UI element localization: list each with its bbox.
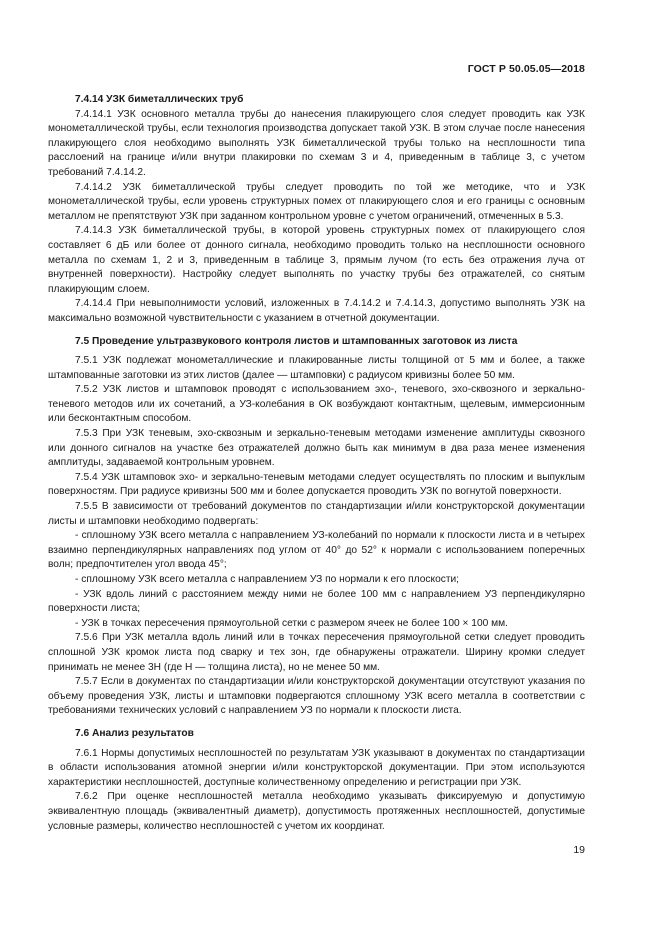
paragraph: 7.5.1 УЗК подлежат монометаллические и плакированные листы толщиной от 5 мм и более, а также штампованные заготовки из этих листов (далее — штамповки) с радиусом кривизны более 50 мм. (48, 355, 585, 381)
paragraph: 7.5.7 Если в документах по стандартизации и/или конструкторской документации отсутствуют указания по объему проведения УЗК, листы и штамповки подвергаются сплошному УЗК всего металла в соответствии с требованиями технических условий с направлением УЗ по нормали к плоскости листа. (48, 676, 585, 717)
paragraph: 7.4.14.1 УЗК основного металла трубы до нанесения плакирующего слоя следует проводить как УЗК монометаллической трубы, если технология производства допускает такой УЗК. В этом случае после нанесения плакирующего слоя необходимо выполнять УЗК биметаллической трубы только на несплошности типа расслоений на границе и/или внутри плакировки по схемам 3 и 4, приведенным в таблице 3, с учетом требований 7.4.14.2. (48, 108, 585, 178)
paragraph: 7.5.5 В зависимости от требований документов по стандартизации и/или конструкторской документации листы и штамповки необходимо подвергать: (48, 501, 585, 527)
page-number: 19 (573, 844, 585, 856)
paragraph: 7.4.14.2 УЗК биметаллической трубы следует проводить по той же методике, что и УЗК монометаллической трубы, если уровень структурных помех от плакирующего слоя и его границы с основным металлом не препятствуют УЗК при заданном контрольном уровне с учетом ограничений, отмеченных в 5.3. (48, 181, 585, 222)
paragraph: 7.5.4 УЗК штамповок эхо- и зеркально-теневым методами следует осуществлять по плоским и выпуклым поверхностям. При радиусе кривизны 500 мм и более допускается проводить УЗК по вогнутой поверхности. (48, 471, 585, 498)
paragraph: 7.6.1 Нормы допустимых несплошностей по результатам УЗК указывают в документах по стандартизации в области использования атомной энергии и/или конструкторской документации. При этом используются характеристики несплошностей, доступные количественному определению и регистрации при УЗК. (48, 747, 585, 788)
paragraph: 7.6.2 При оценке несплошностей металла необходимо указывать фиксируемую и допустимую эквивалентную площадь (эквивалентный диаметр), допустимость протяженных несплошностей, допустимые условные размеры, количество несплошностей с учетом их координат. (48, 791, 585, 832)
section-title: 7.4.14 УЗК биметаллических труб (75, 94, 244, 105)
document-code: ГОСТ Р 50.05.05—2018 (467, 63, 585, 75)
section-title: 7.5 Проведение ультразвукового контроля листов и штампованных заготовок из листа (75, 335, 518, 347)
list-item: - УЗК вдоль линий с расстоянием между ними не более 100 мм с направлением УЗ перпендикулярно поверхности листа; (48, 588, 585, 615)
list-item: - УЗК в точках пересечения прямоугольной сетки с размером ячеек не более 100 × 100 мм. (75, 617, 508, 629)
paragraph: 7.5.6 При УЗК металла вдоль линий или в точках пересечения прямоугольной сетки следует проводить сплошной УЗК кромок листа под сварку и тех зон, где обнаружены отражатели. Ширину кромки следует принимать не менее 3H (где H — толщина листа), но не менее 50 мм. (48, 632, 585, 673)
list-item: - сплошному УЗК всего металла с направлением УЗ-колебаний по нормали к плоскости листа и в четырех взаимно перпендикулярных направлениях под углом от 40° до 52° к нормали с использованием поперечных волн; предпочтителен угол ввода 45°; (48, 530, 585, 571)
paragraph: 7.4.14.4 При невыполнимости условий, изложенных в 7.4.14.2 и 7.4.14.3, допустимо выполнять УЗК на максимально возможной чувствительности с указанием в отчетной документации. (48, 298, 585, 324)
paragraph: 7.4.14.3 УЗК биметаллической трубы, в которой уровень структурных помех от плакирующего слоя составляет 6 дБ или более от донного сигнала, необходимо проводить только на несплошности основного металла по схемам 1, 2 и 3, приведенным в таблице 3, прямым лучом (то есть без отражения луча от внутренней поверхности). Настройку следует выполнять по участку трубы без отражателей, со снятым плакирующим слоем. (48, 225, 585, 295)
paragraph: 7.5.2 УЗК листов и штамповок проводят с использованием эхо-, теневого, эхо-сквозного и зеркально-теневого методов или их сочетаний, а УЗ-колебания в ОК возбуждают контактным, щелевым, иммерсионным или бесконтактным способом. (48, 384, 585, 425)
section-title: 7.6 Анализ результатов (75, 727, 194, 739)
document-body (48, 93, 585, 834)
list-item: - сплошному УЗК всего металла с направлением УЗ по нормали к его плоскости; (75, 574, 460, 585)
paragraph: 7.5.3 При УЗК теневым, эхо-сквозным и зеркально-теневым методами изменение амплитуды сквозного или донного сигналов на участке без отражателей должно быть как минимум в два раза менее изменения амплитуды, задаваемой контрольным уровнем. (48, 428, 585, 469)
